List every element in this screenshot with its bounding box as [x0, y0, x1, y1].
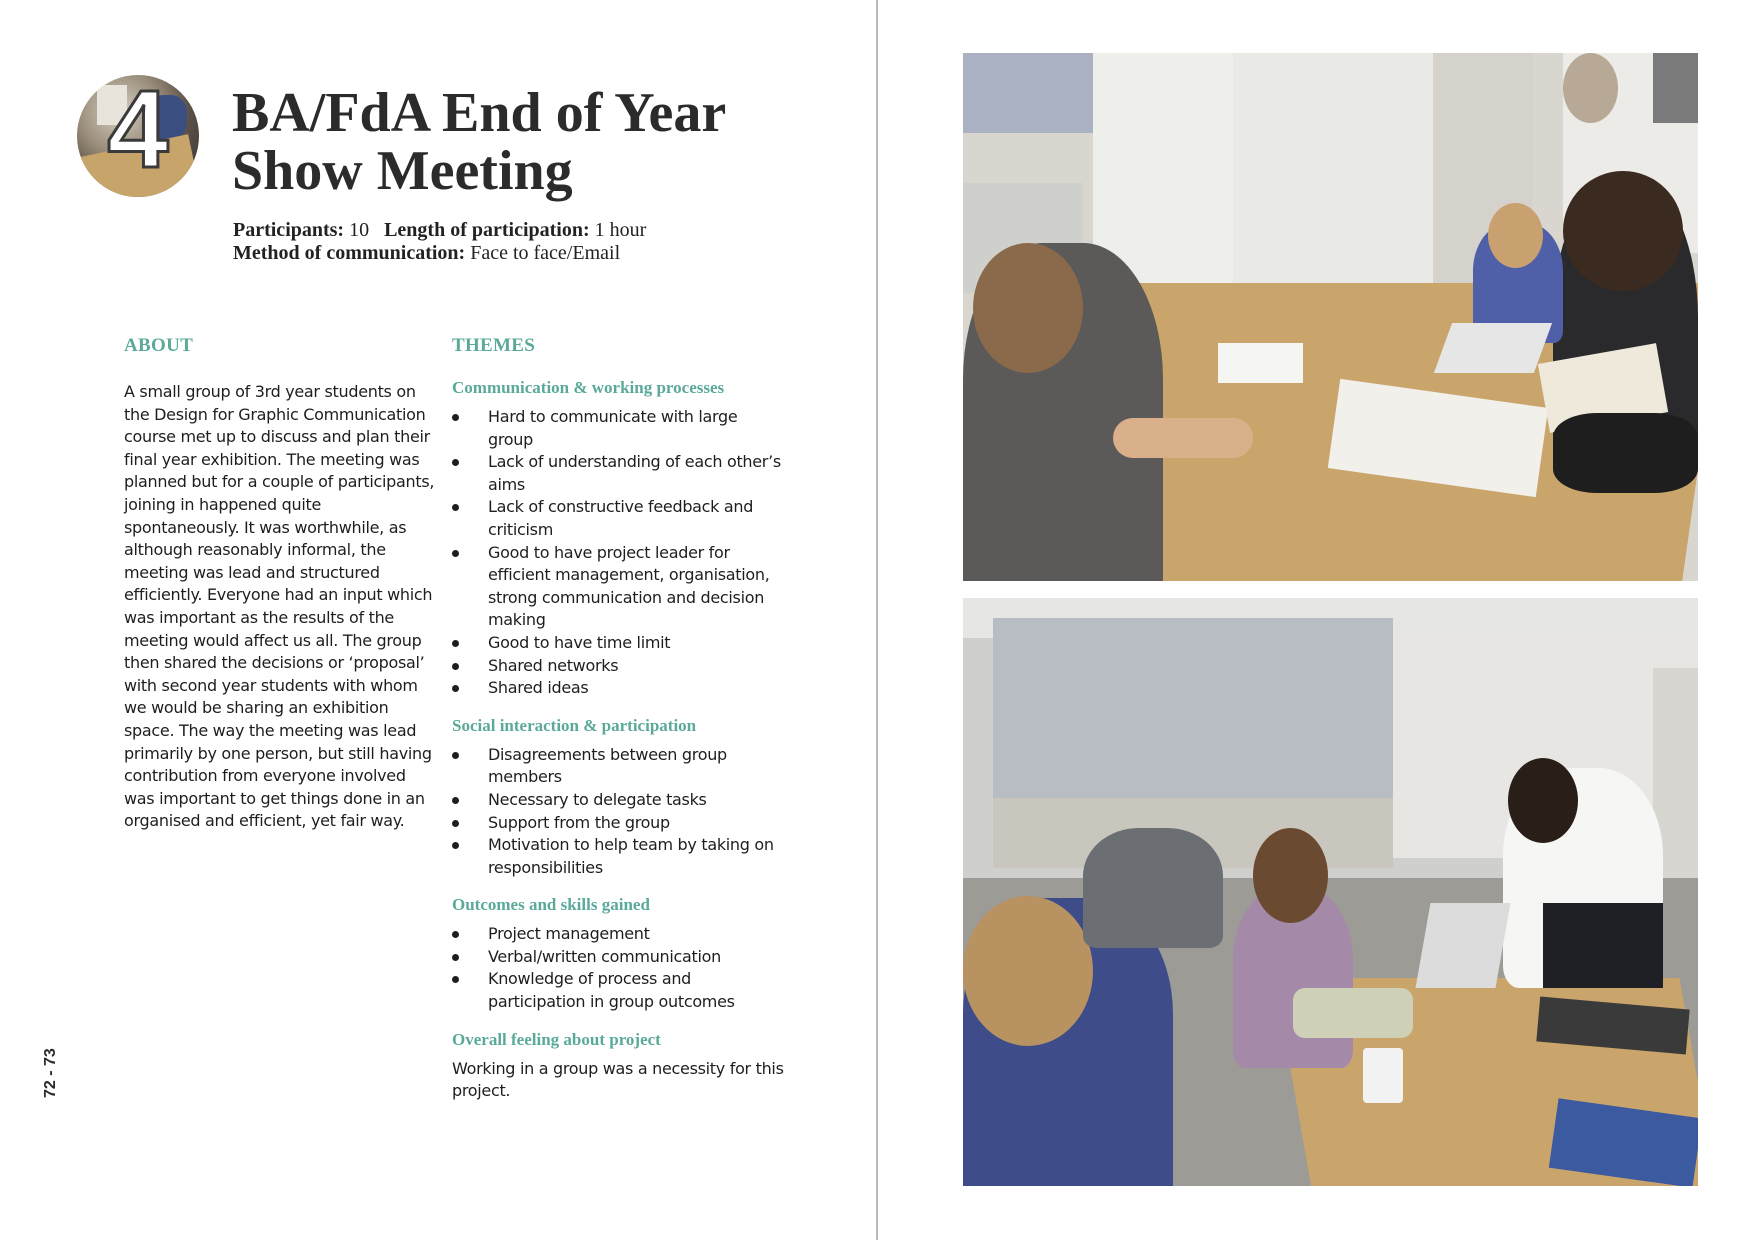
bullet-icon — [452, 663, 459, 670]
theme-items — [452, 923, 784, 1013]
photo-person-head — [973, 243, 1083, 373]
photo-person-middle-head — [1488, 203, 1543, 268]
photo-person-foreground-head — [963, 896, 1093, 1046]
title-line-1: BA/FdA End of Year — [232, 82, 727, 144]
section-number: 4 — [107, 75, 169, 191]
participants-label: Participants: — [233, 219, 345, 241]
list-item: Verbal/written communication — [452, 946, 784, 969]
list-item: Lack of understanding of each other’s aims — [452, 451, 784, 496]
photo-laptop-dark — [1543, 903, 1663, 988]
bullet-icon — [452, 976, 459, 983]
bullet-icon — [452, 820, 459, 827]
themes-list — [452, 378, 784, 1103]
method-label: Method of communication: — [233, 242, 466, 264]
section-number-badge — [77, 75, 199, 197]
list-item: Shared networks — [452, 655, 784, 678]
length-value: 1 hour — [594, 219, 647, 241]
bullet-icon — [452, 797, 459, 804]
list-item: Disagreements between group members — [452, 744, 784, 789]
photo-glass-wall — [993, 618, 1393, 798]
list-item: Support from the group — [452, 812, 784, 835]
theme-section-feeling — [452, 1030, 784, 1103]
theme-items — [452, 406, 784, 700]
photo-people-background — [1083, 828, 1223, 948]
bullet-icon — [452, 459, 459, 466]
bullet-icon — [452, 954, 459, 961]
bullet-icon — [452, 842, 459, 849]
photo-person-standing-head — [1508, 758, 1578, 843]
list-item: Good to have time limit — [452, 632, 784, 655]
photo-paper — [1218, 343, 1303, 383]
photo-hair — [1563, 171, 1683, 291]
photo-bag — [1293, 988, 1413, 1038]
theme-section-title: Communication & working processes — [452, 378, 725, 397]
bullet-icon — [452, 414, 459, 421]
photo-door — [1233, 53, 1433, 313]
list-item: Good to have project leader for efficient management, organisation, strong communication and decision making — [452, 542, 784, 632]
method-value: Face to face/Email — [470, 242, 621, 264]
bullet-icon — [452, 685, 459, 692]
theme-items — [452, 744, 784, 880]
bullet-icon — [452, 504, 459, 511]
about-text: A small group of 3rd year students on the Design for Graphic Communication course met up to discuss and plan their final year exhibition. The meeting was planned but for a couple of participants, joining in happened quite spontaneously. It was worthwhile, as although reasonably informal, the meeting was lead and structured efficiently. Everyone had an input which was important as the results of the meeting would affect us all. The group then shared the decisions or ‘proposal’ with second year students with whom we would be sharing an exhibition space. The way the meeting was lead primarily by one person, but still having contribution from everyone involved was important to get things done in an organised and efficient, yet fair way. — [124, 382, 435, 831]
list-item: Hard to communicate with large group — [452, 406, 784, 451]
bullet-icon — [452, 550, 459, 557]
list-item: Necessary to delegate tasks — [452, 789, 784, 812]
photo-mug — [1363, 1048, 1403, 1103]
length-label: Length of participation: — [384, 219, 590, 241]
theme-section-title: Outcomes and skills gained — [452, 895, 650, 915]
theme-section-communication — [452, 378, 784, 700]
list-item: Motivation to help team by taking on responsibilities — [452, 834, 784, 879]
bullet-icon — [452, 752, 459, 759]
themes-heading: THEMES — [452, 335, 536, 356]
photo-arm — [1113, 418, 1253, 458]
bullet-icon — [452, 640, 459, 647]
photo-laptop-silver — [1416, 903, 1511, 988]
bullet-icon — [452, 931, 459, 938]
meeting-photo-bottom — [963, 598, 1698, 1186]
list-item: Knowledge of process and participation in group outcomes — [452, 968, 784, 1013]
page-title — [232, 84, 792, 200]
list-item: Shared ideas — [452, 677, 784, 700]
list-item: Lack of constructive feedback and criticism — [452, 496, 784, 541]
theme-section-social — [452, 716, 784, 880]
photo-poster-round — [1563, 53, 1618, 123]
page-number: 72 - 73 — [42, 1048, 59, 1098]
photo-bag — [1553, 413, 1698, 493]
title-line-2: Show Meeting — [232, 140, 573, 202]
about-heading: ABOUT — [124, 335, 194, 356]
feeling-text: Working in a group was a necessity for this project. — [452, 1058, 784, 1101]
participants-value: 10 — [349, 219, 370, 241]
participation-meta — [233, 219, 833, 265]
theme-section-outcomes — [452, 895, 784, 1013]
feeling-title: Overall feeling about project — [452, 1029, 661, 1049]
photo-person-centre-head — [1253, 828, 1328, 923]
page-spine — [876, 0, 878, 1240]
photo-poster — [1653, 53, 1698, 123]
list-item: Project management — [452, 923, 784, 946]
photo-laptop — [1434, 323, 1552, 373]
meeting-photo-top — [963, 53, 1698, 581]
photo-window — [963, 53, 1093, 133]
theme-section-title: Social interaction & participation — [452, 715, 697, 735]
